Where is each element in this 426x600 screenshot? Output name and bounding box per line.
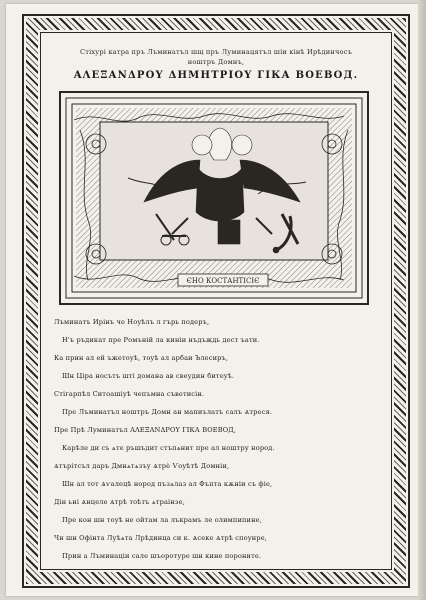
poem-line: Пре кон шн тоуѣ не ойтам ла лъкрамъ ле олимпипине, bbox=[62, 516, 262, 524]
header-line-2: ноштръ Домнъ, bbox=[187, 58, 245, 66]
poem-line: Лъминатъ Ирінъ че Ноуѣлъ л гърь подеръ, bbox=[54, 318, 210, 326]
poem-line: Ка прин ал ей ъжетоуѣ, тоуѣ ал арбаи Ълесиръ, bbox=[54, 354, 229, 362]
double-headed-eagle-emblem bbox=[58, 90, 370, 306]
emblem-inscription: ЄНО КОСТАНТІСІЄ bbox=[186, 277, 260, 285]
poem-line: Дін ьні Ѧнцеле Ѧтрѣ тоѣтъ ѧтраінзе, bbox=[54, 498, 185, 506]
poem-line: Стігарпѣл Ситоашіуѣ чепъмна съветисін. bbox=[54, 390, 205, 398]
poem-line: Ѧтърітсъл даръ Дмнѧтѧзъу Ѧтрè Ѵоуѣтѣ Домніи, bbox=[54, 462, 230, 470]
poem-line: Чн шн Офінта Луѣѧта Лрѣдинца си к. Ѧсеке Ѧтрѣ споунре, bbox=[54, 534, 268, 542]
page-edge-shadow bbox=[418, 0, 426, 600]
title-line: ΑΛΕΞΑΝΔΡΟΥ ΔΗΜΗΤΡΙΟΥ ГІКА ВОЕВОД. bbox=[73, 70, 359, 81]
poem-line: Шн ал тот Ѧѵалецѣ нород пъзѧлаз ал Фъпта кѫніи съ фіе, bbox=[62, 480, 273, 488]
poem-line: Н'ъ ръдикат пре Ромъній ла киніи нъдъждь дест ъати. bbox=[62, 336, 260, 344]
poem-line: Пре Лъминатъл ноштръ Домн ан мапиълатъ салъ Ѧтреся. bbox=[62, 408, 273, 416]
header-line-1: Стіхурі катра пръ Лъминатъл шщ пръ Луминацятъл шіи кінѣ Ирѣдинчосъ bbox=[79, 48, 353, 56]
poem-line: Шн Ціра носътъ шті домана ав свеудин битеуѣ. bbox=[62, 372, 235, 380]
poem-line: Карѣле ди съ ѧте ръшъдит стъпѧнит пре ал ноштру нород. bbox=[62, 444, 275, 452]
poem-line: Прин а Лъминаціи сале шъоротуре шн кине пороните. bbox=[62, 552, 262, 560]
poem-line: Пре Прѣ Луминатъл ΑΛΕΞΑΝΔΡΟΥ ГІКА ВОЕВОД, bbox=[54, 426, 237, 434]
